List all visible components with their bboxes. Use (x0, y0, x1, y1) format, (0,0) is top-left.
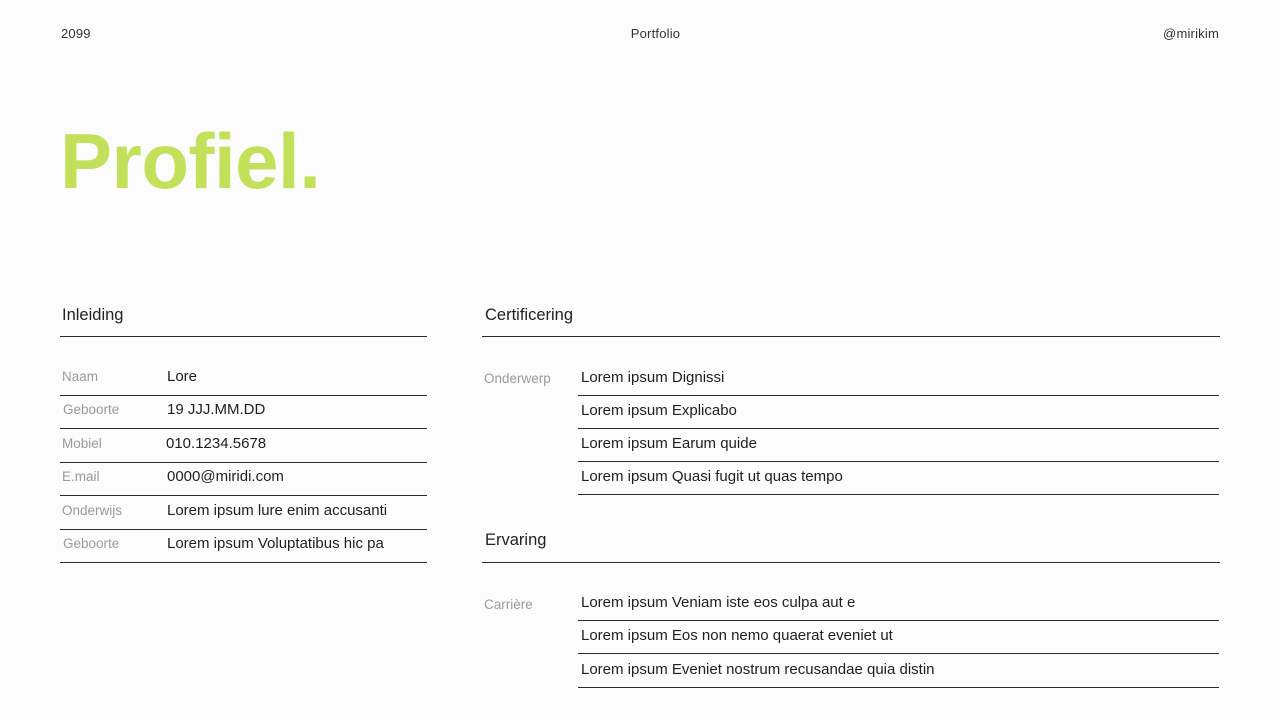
experience-item: Lorem ipsum Eveniet nostrum recusandae quia distin (578, 655, 1219, 688)
intro-label: Geboorte (63, 402, 120, 417)
certification-item: Lorem ipsum Explicabo (578, 396, 1219, 429)
intro-row-naam (60, 362, 427, 396)
experience-divider (482, 562, 1220, 563)
page-title: Profiel. (60, 117, 321, 205)
intro-value: 19 JJJ.MM.DD (167, 401, 266, 418)
experience-item: Lorem ipsum Veniam iste eos culpa aut e (578, 588, 1219, 621)
intro-divider (60, 336, 427, 337)
experience-item: Lorem ipsum Eos non nemo quaerat eveniet ut (578, 621, 1219, 654)
intro-row-geboorte (60, 395, 427, 429)
certification-divider (482, 336, 1220, 337)
intro-value: Lorem ipsum Voluptatibus hic pa (167, 535, 384, 552)
intro-row-geboorte-2 (60, 529, 427, 563)
intro-value: 010.1234.5678 (166, 435, 267, 452)
intro-label: Mobiel (62, 436, 102, 451)
header-year: 2099 (61, 26, 91, 41)
intro-label: Geboorte (63, 536, 120, 551)
intro-label: Onderwijs (62, 503, 123, 518)
intro-value: 0000@miridi.com (167, 468, 284, 485)
intro-row-mobiel (60, 429, 427, 463)
intro-heading: Inleiding (62, 306, 124, 324)
certification-item: Lorem ipsum Quasi fugit ut quas tempo (578, 462, 1219, 495)
certification-item: Lorem ipsum Dignissi (578, 363, 1219, 396)
certification-label: Onderwerp (484, 371, 551, 386)
certification-item: Lorem ipsum Earum quide (578, 429, 1219, 462)
intro-row-onderwijs (60, 496, 427, 530)
experience-heading: Ervaring (485, 531, 547, 549)
header-handle: @mirikim (1163, 26, 1219, 41)
intro-value: Lore (167, 368, 198, 385)
intro-label: E.mail (62, 469, 100, 484)
header-portfolio: Portfolio (630, 26, 681, 41)
experience-label: Carrière (484, 597, 533, 612)
intro-row-email (60, 462, 427, 496)
intro-value: Lorem ipsum lure enim accusanti (167, 502, 388, 519)
certification-heading: Certificering (485, 306, 574, 324)
intro-label: Naam (62, 369, 99, 384)
